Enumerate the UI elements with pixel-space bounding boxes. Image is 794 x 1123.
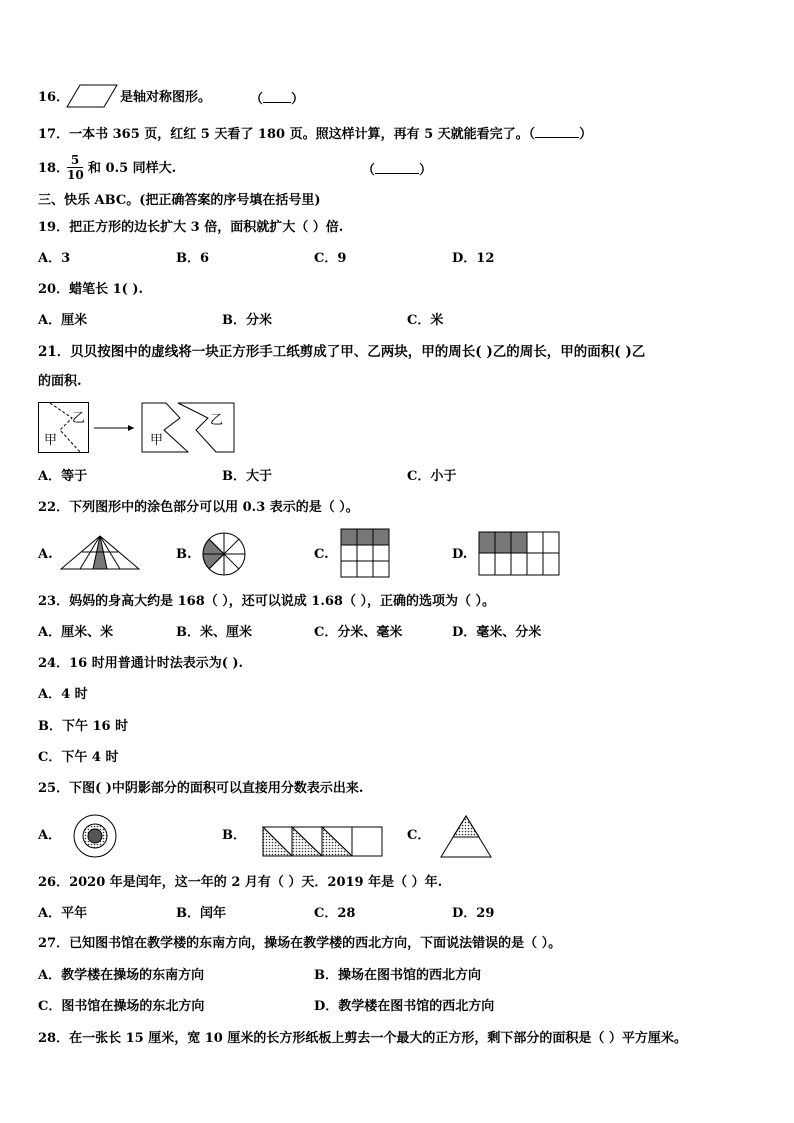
- section-heading: 三、快乐 ABC。(把正确答案的序号填在括号里): [38, 193, 321, 208]
- grid-3x3-figure: [340, 528, 390, 580]
- label-yi: 乙: [210, 413, 224, 428]
- question-26: 26．2020 年是闰年，这一年的 2 月有（ ）天．2019 年是（ ）年.: [38, 875, 443, 890]
- option-c[interactable]: C．9: [314, 251, 347, 266]
- parallelogram-figure: [66, 84, 118, 108]
- answer-blank-18[interactable]: （ ）: [362, 163, 433, 178]
- question-number: 16．: [38, 90, 70, 105]
- option-b[interactable]: B．6: [176, 251, 210, 266]
- question-16-text: 是轴对称图形。: [120, 90, 212, 105]
- option-b[interactable]: B．闰年: [176, 906, 226, 921]
- question-23: 23．妈妈的身高大约是 168（ ），还可以说成 1.68（ ），正确的选项为（ ）。: [38, 594, 496, 609]
- option-c[interactable]: C．: [407, 828, 431, 843]
- question-22: 22．下列图形中的涂色部分可以用 0.3 表示的是（ ）。: [38, 500, 359, 515]
- option-a[interactable]: A．厘米、米: [38, 625, 114, 640]
- question-20: 20．蜡笔长 1( ).: [38, 282, 144, 297]
- option-d[interactable]: D．教学楼在图书馆的西北方向: [314, 999, 495, 1014]
- circle-sectors-figure: [201, 531, 247, 577]
- label-yi: 乙: [72, 411, 86, 426]
- fraction-5-10: $\frac{5}{10}$: [67, 153, 84, 182]
- option-b[interactable]: B．米、厘米: [176, 625, 252, 640]
- question-21-line1: 21．贝贝按图中的虚线将一块正方形手工纸剪成了甲、乙两块，甲的周长( )乙的周长，甲的面积( )乙: [38, 344, 646, 360]
- option-c[interactable]: C．下午 4 时: [38, 750, 119, 765]
- shaded-rectangles-figure: [262, 826, 384, 858]
- option-b[interactable]: B.: [176, 547, 192, 562]
- question-24: 24．16 时用普通计时法表示为( ).: [38, 656, 244, 671]
- question-18-text: 和 0.5 同样大.: [88, 161, 177, 176]
- label-jia: 甲: [44, 433, 58, 448]
- shaded-triangle-figure: [440, 815, 492, 859]
- option-d[interactable]: D.: [452, 547, 468, 562]
- option-a[interactable]: A．平年: [38, 906, 88, 921]
- option-b[interactable]: B．大于: [222, 469, 272, 484]
- question-19: 19．把正方形的边长扩大 3 倍，面积就扩大（ ）倍.: [38, 220, 344, 235]
- question-21-line2: 的面积.: [38, 374, 82, 389]
- question-25: 25．下图( )中阴影部分的面积可以直接用分数表示出来.: [38, 781, 364, 796]
- option-c[interactable]: C．图书馆在操场的东北方向: [38, 999, 205, 1014]
- question-17: 17．一本书 365 页，红红 5 天看了 180 页。照这样计算，再有 5 天就能看完了。（ ）: [38, 127, 593, 142]
- option-a[interactable]: A．教学楼在操场的东南方向: [38, 968, 205, 983]
- answer-blank-16[interactable]: （ ）: [250, 92, 305, 107]
- option-d[interactable]: D．12: [452, 251, 495, 266]
- option-b[interactable]: B．: [222, 828, 246, 843]
- option-d[interactable]: D．毫米、分米: [452, 625, 542, 640]
- option-c[interactable]: C．小于: [407, 469, 457, 484]
- label-jia: 甲: [150, 433, 164, 448]
- question-28: 28．在一张长 15 厘米，宽 10 厘米的长方形纸板上剪去一个最大的正方形，剩下部分的面积是（ ）平方厘米。: [38, 1031, 687, 1046]
- option-c[interactable]: C．分米、毫米: [314, 625, 403, 640]
- question-18-number: 18．: [38, 161, 70, 176]
- cut-square-diagram: [38, 400, 258, 456]
- option-a[interactable]: A．厘米: [38, 313, 88, 328]
- option-b[interactable]: B．操场在图书馆的西北方向: [314, 968, 481, 983]
- option-d[interactable]: D．29: [452, 906, 495, 921]
- concentric-circles-figure: [72, 813, 118, 859]
- option-a[interactable]: A．3: [38, 251, 71, 266]
- grid-2x5-figure: [478, 531, 560, 577]
- option-a[interactable]: A．4 时: [38, 687, 88, 702]
- option-b[interactable]: B．下午 16 时: [38, 719, 129, 734]
- option-c[interactable]: C.: [314, 547, 329, 562]
- question-27: 27．已知图书馆在教学楼的东南方向，操场在教学楼的西北方向，下面说法错误的是（ ）。: [38, 936, 562, 951]
- answer-blank-17[interactable]: [535, 125, 579, 138]
- option-b[interactable]: B．分米: [222, 313, 272, 328]
- option-a[interactable]: A.: [38, 547, 53, 562]
- option-c[interactable]: C．米: [407, 313, 444, 328]
- question-16: [38, 90, 69, 106]
- option-c[interactable]: C．28: [314, 906, 356, 921]
- option-a[interactable]: A．: [38, 828, 62, 843]
- triangle-figure: [60, 535, 140, 571]
- option-a[interactable]: A．等于: [38, 469, 88, 484]
